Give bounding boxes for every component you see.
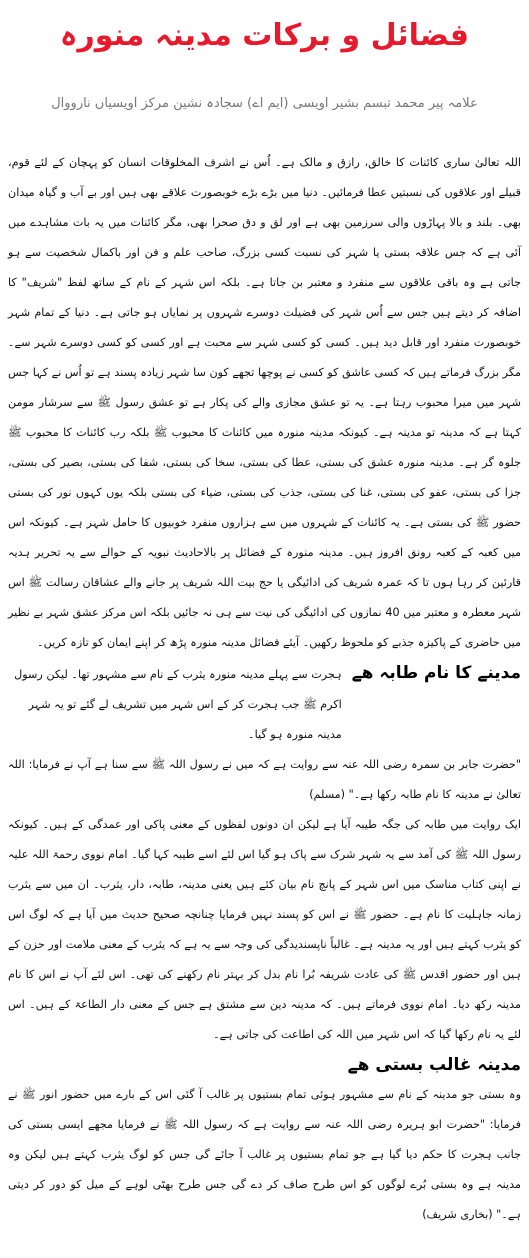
author-byline: علامہ پیر محمد تبسم بشیر اویسی (ایم اے) سجادہ نشین مرکز اویسیاں نارووال xyxy=(51,96,478,111)
article-title: فضائل و برکات مدینہ منورہ xyxy=(59,18,470,53)
section-taba-heading-row xyxy=(8,658,521,750)
hadith-quote: "حضرت جابر بن سمرہ رضی اللہ عنہ سے روایت ہے کہ میں نے رسول اللہ ﷺ سے سنا ہے آپ نے فرمایا: اللہ تعالیٰ نے مدینہ کا نام طابہ رکھا ہے۔" (مسلم) xyxy=(8,758,521,801)
section-ghalib-heading-row xyxy=(8,1050,521,1080)
section-taba-body: ایک روایت میں طابہ کی جگہ طیبہ آیا ہے لیکن ان دونوں لفظوں کے معنی پاکی اور عمدگی کے ہیں۔ کیونکہ رسول اللہ ﷺ کی آمد سے یہ شہر شرک سے پاک ہو گیا اس لئے اسے طیبہ کہا گیا۔ امام نووی رحمۃ اللہ علیہ نے اپنی کتاب مناسک میں اس شہر کے پانچ نام بیان کئے ہیں یعنی مدینہ، طابہ، دار، یثرب۔ ان میں سے یثرب زمانہ جاہلیت کا نام ہے۔ حضور ﷺ نے اس کو پسند نہیں فرمایا چنانچہ صحیح حدیث میں آیا ہے کہ لوگ اس کو یثرب کہتے ہیں اور یہ مدینہ ہے۔ غالباً ناپسندیدگی کی وجہ سے یہ ہے کہ یثرب کے معنی ملامت اور حزن کے ہیں اور حضور اقدس ﷺ کی عادت شریفہ بُرا نام بدل کر بہتر نام رکھنے کی تھی۔ اس لئے آپ نے اس کا نام مدینہ رکھ دیا۔ امام نووی فرماتے ہیں۔ کہ مدینہ دین سے مشتق ہے جس کے معنی دار الطاعۃ کے ہیں۔ اس لئے یہ نام رکھا گیا کہ اس شہر میں اللہ کی اطاعت کی جاتی ہے۔ xyxy=(8,818,521,1041)
article-body xyxy=(8,148,521,1230)
section-heading-ghalib: مدینہ غالب بستی ھے xyxy=(347,1055,521,1075)
section-taba-lead: ہجرت سے پہلے مدینہ منورہ یثرب کے نام سے مشہور تھا۔ لیکن رسول اکرم ﷺ جب ہجرت کر کے اس شہر میں تشریف لے گئے تو یہ شہر مدینہ منورہ ہو گیا۔ xyxy=(14,668,342,741)
section-heading-taba: مدینے کا نام طابہ ھے xyxy=(351,663,521,683)
section-ghalib-body: وہ بستی جو مدینہ کے نام سے مشہور ہوئی تمام بستیوں پر غالب آ گئی اس کے بارے میں حضور انور ﷺ نے فرمایا: "حضرت ابو ہریرہ رضی اللہ عنہ سے روایت ہے کہ رسول اللہ ﷺ نے فرمایا مجھے ایسی بستی کی جانب ہجرت کا حکم دیا گیا ہے جو تمام بستیوں پر غالب آ جائے گی جس کو لوگ یثرب کہتے ہیں لیکن وہ مدینہ ہے وہ بستی بُرے لوگوں کو اس طرح صاف کر دے گی جس طرح بھٹی لوہے کے میل کو دور کر دیتی ہے۔" (بخاری شریف) xyxy=(8,1088,521,1221)
intro-paragraph: اللہ تعالیٰ ساری کائنات کا خالق، رازق و مالک ہے۔ اُس نے اشرف المخلوقات انسان کو پہچان کے لئے قوم، قبیلے اور علاقوں کی نسبتیں عطا فرمائیں۔ دنیا میں بڑے بڑے خوبصورت علاقے بھی ہیں اور بے آب و گیاہ میدان بھی۔ بلند و بالا پہاڑوں والی سرزمین بھی ہے اور لق و دق صحرا بھی، مگر کائنات میں یہ بات مشاہدے میں آئی ہے کہ جس علاقہ بستی یا شہر کی نسبت کسی بزرگ، صاحب علم و فن اور باکمال شخصیت سے ہو جاتی ہے وہ باقی علاقوں سے منفرد و معتبر بن جاتا ہے۔ بلکہ اس شہر کے نام کے ساتھ لفظ "شریف" کا اضافہ کر دیتے ہیں جس سے اُس شہر کی فضیلت دوسرے شہروں پر نمایاں ہو جاتی ہے۔ دنیا کے تمام شہر خوبصورت منفرد اور قابل دید ہیں۔ کسی کو کسی شہر سے محبت ہے اور کسی کو کسی دوسرے شہر سے۔ مگر بزرگ فرماتے ہیں کہ کسی عاشق کو کسی نے پوچھا تجھے کون سا شہر زیادہ پسند ہے تو اُس نے کہا جس شہر میں میرا محبوب رہتا ہے۔ یہ تو عشق مجازی والے کی پکار ہے تو عشق رسول ﷺ سے سرشار مومن کہتا ہے کہ مدینہ تو مدینہ ہے۔ کیونکہ مدینہ منورہ میں کائنات کا محبوب ﷺ بلکہ رب کائنات کا محبوب ﷺ جلوہ گر ہے۔ مدینہ منورہ عشق کی بستی، عطا کی بستی، سخا کی بستی، شفا کی بستی، بصیر کی بستی، جزا کی بستی، عفو کی بستی، غنا کی بستی، جذب کی بستی، ضیاء کی بستی بلکہ یوں کہوں نور کی بستی حضور ﷺ کی بستی ہے۔ یہ کائنات کے شہروں میں سے ہزاروں منفرد خوبیوں کا حامل شہر ہے۔ کیونکہ اس میں کعبہ کے کعبہ رونق افروز ہیں۔ مدینہ منورہ کے فضائل پر بالاحادیث نبویہ کے حوالے سے یہ تحریر ہدیہ قارئین کر رہا ہوں تا کہ عمرہ شریف کی ادائیگی یا حج بیت اللہ شریف پر جانے والے عشاقان رسالت ﷺ اس شہر معطرہ و معتبر میں 40 نمازوں کی ادائیگی کی نیت سے ہی نہ جائیں بلکہ اس مرکز عشق شہر بے نظیر میں حاضری کے پاکیزہ جذبے کو ملحوظ رکھیں۔ آیئے فضائل مدینہ منورہ پڑھ کر اپنے ایمان کو تازہ کریں۔ xyxy=(8,156,522,649)
